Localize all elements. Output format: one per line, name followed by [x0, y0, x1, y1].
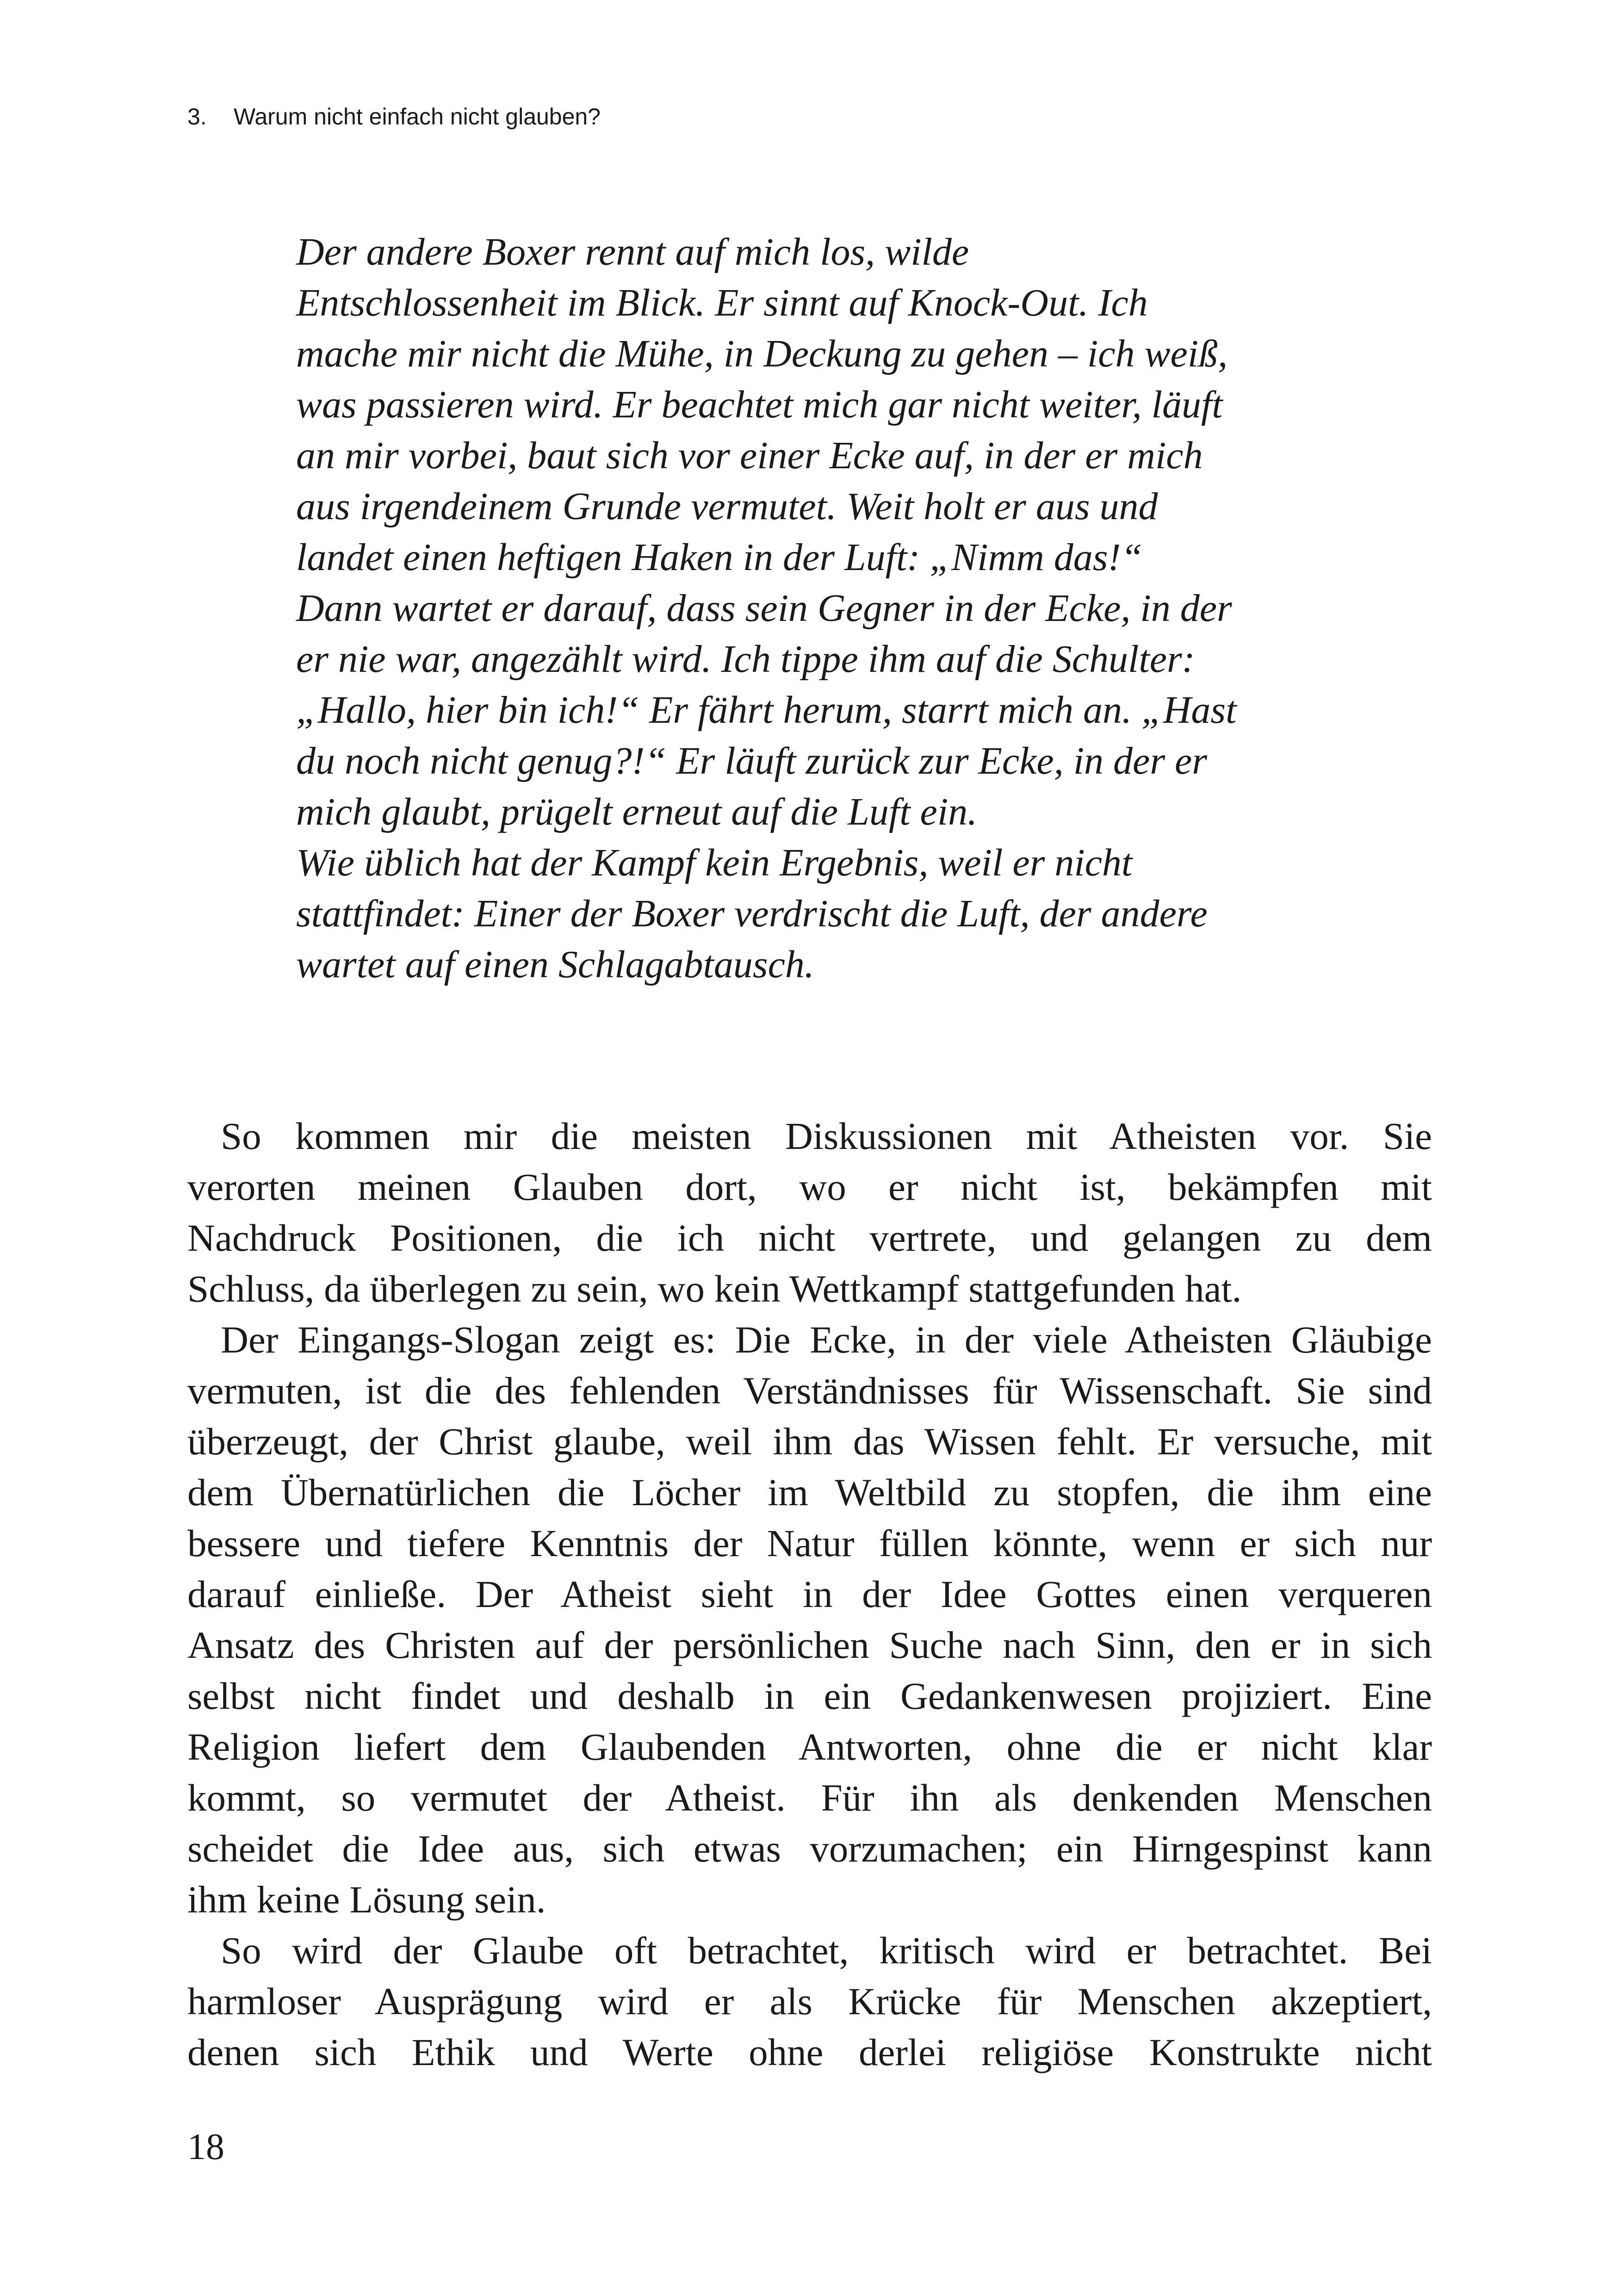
paragraph	[187, 1314, 1432, 1925]
quote-line: Der andere Boxer rennt auf mich los, wilde	[296, 230, 969, 273]
quote-line: er nie war, angezählt wird. Ich tippe ihm auf die Schulter:	[296, 638, 1195, 681]
quote-line: was passieren wird. Er beachtet mich gar nicht weiter, läuft	[296, 383, 1223, 426]
running-header	[187, 103, 601, 130]
text-line: Religion liefert dem Glaubenden Antworten, ohne die er nicht klar	[187, 1725, 1432, 1768]
page-number: 18	[187, 2127, 224, 2167]
text-line: selbst nicht findet und deshalb in ein Gedankenwesen projiziert. Eine	[187, 1675, 1432, 1717]
text-line: kommt, so vermutet der Atheist. Für ihn als denkenden Menschen	[187, 1776, 1432, 1819]
paragraph	[187, 1925, 1432, 2078]
text-line: verorten meinen Glauben dort, wo er nicht ist, bekämpfen mit	[187, 1166, 1432, 1208]
quote-line: Entschlossenheit im Blick. Er sinnt auf Knock-Out. Ich	[296, 281, 1148, 324]
quote-line: mich glaubt, prügelt erneut auf die Luft ein.	[296, 790, 978, 833]
text-line: So wird der Glaube oft betrachtet, kritisch wird er betrachtet. Bei	[221, 1929, 1432, 1972]
text-line: Nachdruck Positionen, die ich nicht vertrete, und gelangen zu dem	[187, 1216, 1432, 1259]
text-line: vermuten, ist die des fehlenden Verständnisses für Wissenschaft. Sie sind	[187, 1369, 1432, 1412]
quote-line: landet einen heftigen Haken in der Luft: „Nimm das!“	[296, 536, 1143, 579]
text-line: ihm keine Lösung sein.	[187, 1878, 546, 1921]
text-line: bessere und tiefere Kenntnis der Natur füllen könnte, wenn er sich nur	[187, 1522, 1432, 1564]
block-quote	[296, 227, 1360, 990]
chapter-title: Warum nicht einfach nicht glauben?	[234, 104, 601, 130]
paragraph	[187, 1111, 1432, 1314]
quote-line: mache mir nicht die Mühe, in Deckung zu gehen – ich weiß,	[296, 332, 1228, 375]
text-line: überzeugt, der Christ glaube, weil ihm das Wissen fehlt. Er versuche, mit	[187, 1420, 1432, 1463]
text-line: Schluss, da überlegen zu sein, wo kein Wettkampf stattgefunden hat.	[187, 1267, 1242, 1310]
text-line: harmloser Ausprägung wird er als Krücke für Menschen akzeptiert,	[187, 1980, 1432, 2023]
quote-line: „Hallo, hier bin ich!“ Er fährt herum, starrt mich an. „Hast	[296, 689, 1237, 732]
quote-line: Wie üblich hat der Kampf kein Ergebnis, weil er nicht	[296, 841, 1133, 884]
quote-line: du noch nicht genug?!“ Er läuft zurück zur Ecke, in der er	[296, 739, 1207, 782]
quote-line: aus irgendeinem Grunde vermutet. Weit holt er aus und	[296, 485, 1158, 528]
text-line: Der Eingangs-Slogan zeigt es: Die Ecke, in der viele Atheisten Gläubige	[221, 1318, 1432, 1361]
chapter-number: 3.	[187, 104, 207, 130]
quote-line: Dann wartet er darauf, dass sein Gegner in der Ecke, in der	[296, 587, 1232, 630]
text-line: scheidet die Idee aus, sich etwas vorzumachen; ein Hirngespinst kann	[187, 1827, 1432, 1870]
text-line: So kommen mir die meisten Diskussionen mit Atheisten vor. Sie	[221, 1115, 1432, 1157]
text-line: Ansatz des Christen auf der persönlichen Suche nach Sinn, den er in sich	[187, 1624, 1432, 1666]
quote-line: an mir vorbei, baut sich vor einer Ecke auf, in der er mich	[296, 434, 1203, 477]
text-line: darauf einließe. Der Atheist sieht in der Idee Gottes einen verqueren	[187, 1573, 1432, 1615]
text-line: dem Übernatürlichen die Löcher im Weltbild zu stopfen, die ihm eine	[187, 1471, 1432, 1514]
text-line: denen sich Ethik und Werte ohne derlei religiöse Konstrukte nicht	[187, 2031, 1432, 2073]
body-text	[187, 1111, 1432, 2078]
quote-line: wartet auf einen Schlagabtausch.	[296, 943, 814, 986]
quote-line: stattfindet: Einer der Boxer verdrischt die Luft, der andere	[296, 892, 1208, 935]
